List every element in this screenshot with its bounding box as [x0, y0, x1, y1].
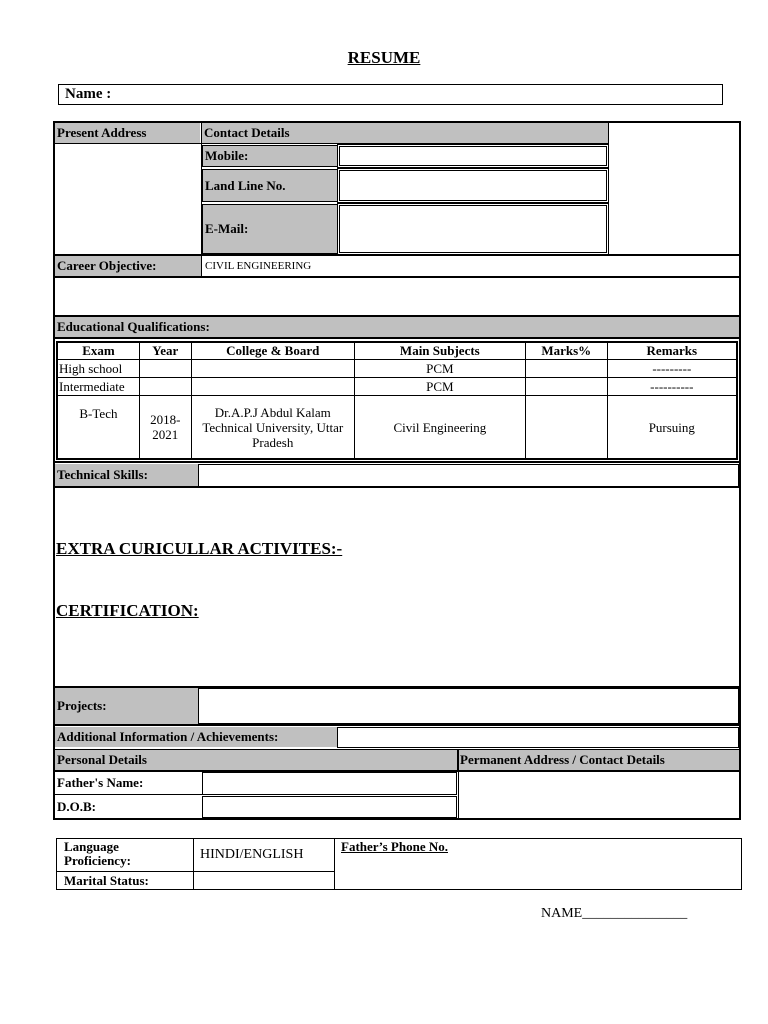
- dob-label: D.O.B:: [57, 799, 96, 814]
- edu-subjects: PCM: [354, 378, 525, 396]
- signature-label: NAME: [541, 906, 583, 921]
- mobile-field[interactable]: [337, 144, 609, 168]
- edu-header-remarks: Remarks: [607, 343, 736, 360]
- additional-info-field[interactable]: [337, 727, 739, 748]
- career-objective-value: CIVIL ENGINEERING: [205, 260, 312, 272]
- landline-label: Land Line No.: [202, 169, 338, 202]
- language-label: Language Proficiency:: [64, 839, 131, 868]
- name-label: Name :: [65, 86, 112, 102]
- table-row: [58, 360, 737, 378]
- signature-line: _______________: [582, 906, 688, 921]
- email-label: E-Mail:: [202, 204, 338, 254]
- present-address-header: Present Address: [55, 123, 200, 143]
- edu-exam: B-Tech: [58, 396, 140, 459]
- contact-details-header: Contact Details: [202, 123, 608, 143]
- edu-college[interactable]: [191, 378, 354, 396]
- technical-skills-label: Technical Skills:: [55, 464, 198, 486]
- table-row: [58, 378, 737, 396]
- fathers-name-label: Father's Name:: [57, 775, 144, 790]
- technical-skills-field[interactable]: [198, 464, 739, 487]
- certification-heading: CERTIFICATION:: [56, 601, 199, 620]
- permanent-address-header: Permanent Address / Contact Details: [457, 749, 739, 770]
- landline-field[interactable]: [337, 168, 609, 203]
- edu-header-subjects: Main Subjects: [354, 343, 525, 360]
- email-field[interactable]: [337, 203, 609, 255]
- edu-header-year: Year: [139, 343, 191, 360]
- edu-remarks: ----------: [607, 378, 736, 396]
- career-objective-field[interactable]: [55, 278, 739, 315]
- mobile-label: Mobile:: [202, 145, 338, 167]
- projects-label: Projects:: [55, 688, 198, 724]
- edu-subjects: PCM: [354, 360, 525, 378]
- edu-marks[interactable]: [525, 360, 607, 378]
- edu-remarks: ---------: [607, 360, 736, 378]
- name-field[interactable]: [58, 84, 723, 105]
- edu-header-row: [58, 343, 737, 360]
- edu-label: Educational Qualifications:: [55, 317, 739, 337]
- career-objective-label: Career Objective:: [55, 256, 201, 276]
- edu-year: 2018-2021: [139, 396, 191, 459]
- edu-marks[interactable]: [525, 396, 607, 459]
- edu-table-wrap: [56, 341, 738, 460]
- marital-status-field[interactable]: [194, 872, 334, 889]
- table-row: [58, 396, 737, 459]
- photo-box: [609, 123, 739, 254]
- extra-curricular-heading: EXTRA CURICULLAR ACTIVITES:-: [56, 539, 343, 558]
- personal-details-header: Personal Details: [55, 749, 457, 770]
- edu-remarks: Pursuing: [607, 396, 736, 459]
- permanent-address-field[interactable]: [459, 772, 739, 818]
- present-address-field[interactable]: [55, 144, 201, 254]
- additional-info-label: Additional Information / Achievements:: [55, 727, 337, 747]
- edu-year[interactable]: [139, 360, 191, 378]
- fathers-phone-label: Father’s Phone No.: [341, 839, 448, 854]
- edu-table: [57, 342, 737, 459]
- edu-header-college: College & Board: [191, 343, 354, 360]
- edu-exam: High school: [58, 360, 140, 378]
- language-value: HINDI/ENGLISH: [200, 847, 304, 862]
- signature: [541, 906, 687, 922]
- edu-header-marks: Marks%: [525, 343, 607, 360]
- fathers-name-field[interactable]: [202, 772, 457, 795]
- edu-college: Dr.A.P.J Abdul Kalam Technical University, Uttar Pradesh: [191, 396, 354, 459]
- edu-header-exam: Exam: [58, 343, 140, 360]
- marital-status-label: Marital Status:: [64, 873, 149, 888]
- edu-marks[interactable]: [525, 378, 607, 396]
- edu-subjects: Civil Engineering: [354, 396, 525, 459]
- edu-year[interactable]: [139, 378, 191, 396]
- edu-exam: Intermediate: [58, 378, 140, 396]
- projects-field[interactable]: [198, 688, 739, 724]
- edu-college[interactable]: [191, 360, 354, 378]
- page-title: RESUME: [347, 48, 421, 67]
- dob-field[interactable]: [202, 796, 457, 818]
